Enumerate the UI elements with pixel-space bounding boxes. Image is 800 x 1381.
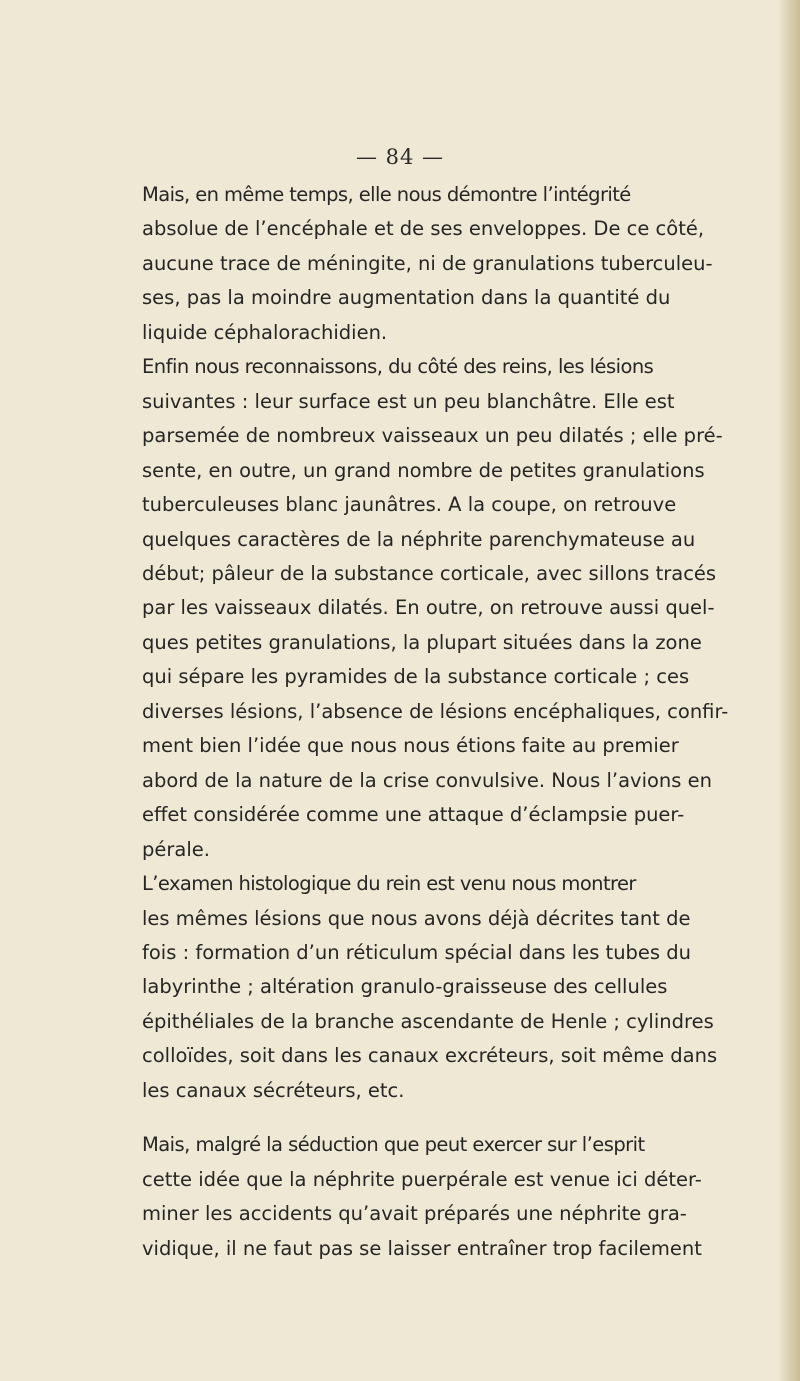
text-line: cette idée que la néphrite puerpérale est venue ici déter- — [142, 1167, 702, 1191]
text-line: par les vaisseaux dilatés. En outre, on retrouve aussi quel- — [142, 596, 715, 620]
text-line: suivantes : leur surface est un peu blanchâtre. Elle est — [142, 389, 675, 413]
paragraph-3 — [112, 867, 764, 1108]
text-line: Mais, en même temps, elle nous démontre l’intégrité — [142, 183, 631, 206]
text-line: vidique, il ne faut pas se laisser entraîner trop facilement — [142, 1236, 702, 1260]
text-line: parsemée de nombreux vaisseaux un peu dilatés ; elle pré- — [142, 424, 723, 448]
text-line: les canaux sécréteurs, etc. — [142, 1078, 405, 1102]
text-line: liquide céphalorachidien. — [142, 320, 388, 344]
text-line: labyrinthe ; altération granulo-graisseuse des cellules — [142, 975, 668, 999]
text-line: diverses lésions, l’absence de lésions encéphaliques, confir- — [142, 699, 729, 723]
text-line: sente, en outre, un grand nombre de petites granulations — [142, 458, 705, 482]
page-edge-shadow — [778, 0, 800, 1381]
text-line: fois : formation d’un réticulum spécial dans les tubes du — [142, 940, 692, 964]
text-line: pérale. — [142, 837, 210, 861]
text-line: miner les accidents qu’avait préparés une néphrite gra- — [142, 1202, 687, 1226]
page-number: — 84 — — [355, 145, 445, 169]
text-line: ment bien l’idée que nous nous étions faite au premier — [142, 734, 679, 758]
text-line: abord de la nature de la crise convulsive. Nous l’avions en — [142, 768, 712, 792]
text-line: épithéliales de la branche ascendante de Henle ; cylindres — [142, 1009, 714, 1033]
text-line: ses, pas la moindre augmentation dans la quantité du — [142, 286, 671, 310]
text-line: Mais, malgré la séduction que peut exercer sur l’esprit — [142, 1133, 645, 1157]
text-line: tuberculeuses blanc jaunâtres. A la coupe, on retrouve — [142, 493, 677, 517]
paragraph-2 — [112, 350, 764, 867]
text-line: les mêmes lésions que nous avons déjà décrites tant de — [142, 906, 691, 930]
text-line: ques petites granulations, la plupart situées dans la zone — [142, 630, 702, 654]
text-line: début; pâleur de la substance corticale, avec sillons tracés — [142, 561, 717, 585]
text-line: absolue de l’encéphale et de ses enveloppes. De ce côté, — [142, 217, 705, 241]
paragraph-4 — [112, 1128, 764, 1266]
text-line: Enfin nous reconnaissons, du côté des reins, les lésions — [142, 355, 654, 379]
text-line: effet considérée comme une attaque d’éclampsie puer- — [142, 803, 685, 827]
text-line: L’examen histologique du rein est venu nous montrer — [142, 872, 636, 896]
body-text — [112, 178, 764, 1266]
paragraph-1 — [112, 178, 764, 350]
text-line: aucune trace de méningite, ni de granulations tuberculeu- — [142, 251, 713, 275]
text-line: colloïdes, soit dans les canaux excréteurs, soit même dans — [142, 1044, 718, 1068]
text-line: quelques caractères de la néphrite parenchymateuse au — [142, 527, 696, 551]
text-line: qui sépare les pyramides de la substance corticale ; ces — [142, 665, 690, 689]
